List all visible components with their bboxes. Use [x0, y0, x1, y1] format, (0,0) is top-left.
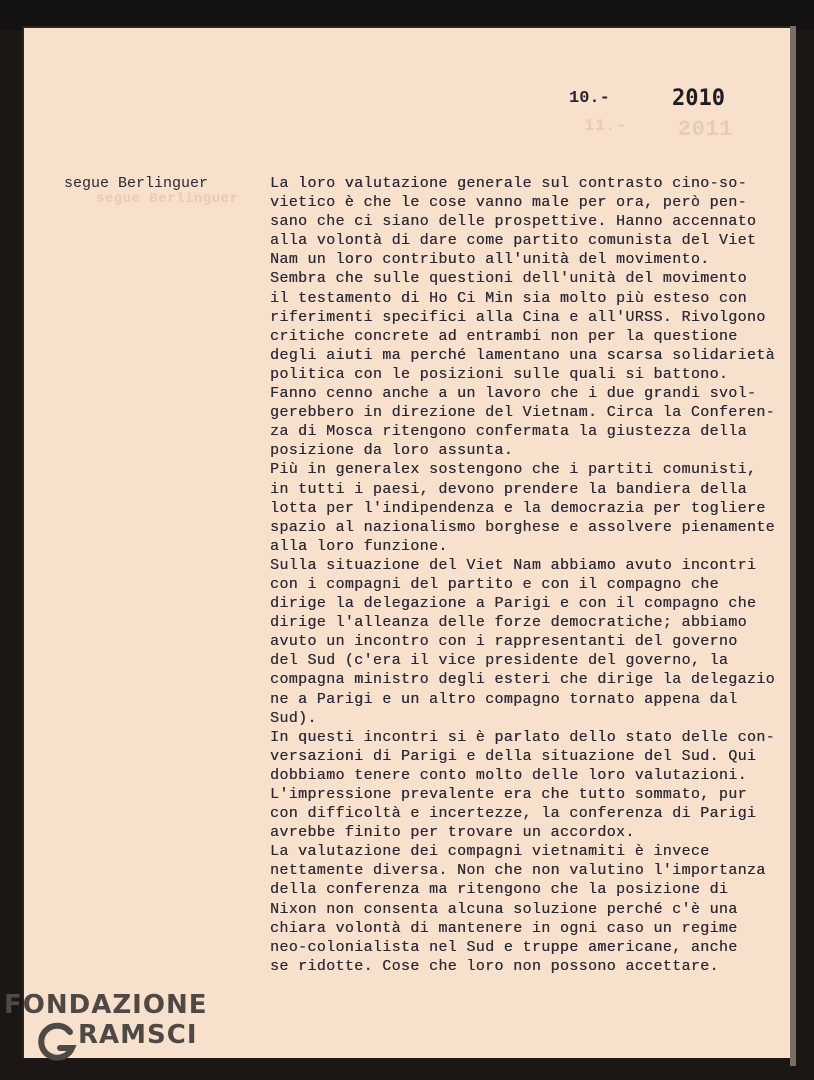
text-line: Nam un loro contributo all'unità del movimento. [270, 251, 710, 269]
text-line: Sud). [270, 709, 317, 727]
text-line: neo-colonialista nel Sud e truppe americane, anche [270, 938, 738, 956]
text-line: alla volontà di dare come partito comunista del Viet [270, 232, 757, 250]
text-line: La valutazione dei compagni vietnamiti è invece [270, 843, 710, 861]
body-text [270, 174, 790, 976]
text-line: Sulla situazione del Viet Nam abbiamo avuto incontri [270, 556, 757, 574]
text-line: nettamente diversa. Non che non valutino l'importanza [270, 862, 766, 880]
text-line: con i compagni del partito e con il compagno che [270, 575, 719, 593]
text-line: In questi incontri si è parlato dello stato delle con- [270, 728, 775, 746]
text-line: gerebbero in direzione del Vietnam. Circa la Conferen- [270, 404, 775, 422]
show-through-page-number: 11.- [584, 117, 627, 136]
text-line: alla loro funzione. [270, 537, 448, 555]
page-edge [790, 26, 796, 1066]
text-line: sano che ci siano delle prospettive. Hanno accennato [270, 213, 757, 231]
archive-number: 2010 [672, 86, 725, 111]
text-line: riferimenti specifici alla Cina e all'URSS. Rivolgono [270, 308, 766, 326]
text-line: in tutti i paesi, devono prendere la bandiera della [270, 480, 747, 498]
text-line: L'impressione prevalente era che tutto sommato, pur [270, 786, 747, 803]
text-line: dirige la delegazione a Parigi e con il compagno che [270, 595, 757, 613]
text-line: La loro valutazione generale sul contrasto cino-so- [270, 175, 747, 192]
text-line: con difficoltà e incertezze, la conferenza di Parigi [270, 805, 757, 823]
text-line: critiche concrete ad entrambi non per la questione [270, 327, 738, 345]
show-through-side-label: segue Berlinguer [96, 191, 239, 207]
text-line: Più in generalex sostengono che i partiti comunisti, [270, 461, 757, 479]
text-line: versazioni di Parigi e della situazione del Sud. Qui [270, 747, 757, 765]
text-line: dobbiamo tenere conto molto delle loro valutazioni. [270, 766, 747, 784]
text-line: della conferenza ma ritengono che la posizione di [270, 881, 729, 899]
watermark-line1: FONDAZIONE [4, 990, 208, 1020]
text-line: spazio al nazionalismo borghese e assolvere pienamente [270, 518, 775, 536]
watermark-line2: RAMSCI [78, 1020, 198, 1050]
text-line: lotta per l'indipendenza e la democrazia per togliere [270, 499, 766, 517]
text-line: ne a Parigi e un altro compagno tornato appena dal [270, 690, 738, 708]
text-line: posizione da loro assunta. [270, 442, 514, 460]
side-label: segue Berlinguer [64, 175, 209, 192]
text-line: degli aiuti ma perché lamentano una scarsa solidarietà [270, 346, 775, 364]
text-line: Fanno cenno anche a un lavoro che i due grandi svol- [270, 385, 757, 403]
archive-watermark [4, 990, 208, 1070]
text-line: politica con le posizioni sulle quali si battono. [270, 365, 729, 383]
text-line: il testamento di Ho Ci Min sia molto più esteso con [270, 289, 747, 307]
text-line: Sembra che sulle questioni dell'unità del movimento [270, 270, 747, 288]
text-line: del Sud (c'era il vice presidente del governo, la [270, 652, 729, 670]
text-line: vietico è che le cose vanno male per ora, però pen- [270, 194, 747, 212]
text-line: chiara volontà di mantenere in ogni caso un regime [270, 919, 738, 937]
watermark-g-logo-icon [34, 1020, 80, 1066]
text-line: compagna ministro degli esteri che dirige la delegazio [270, 671, 775, 689]
text-line: dirige l'alleanza delle forze democratiche; abbiamo [270, 614, 747, 632]
text-line: se ridotte. Cose che loro non possono accettare. [270, 957, 719, 975]
show-through-archive-number: 2011 [678, 117, 733, 142]
page-number: 10.- [569, 89, 610, 108]
text-line: za di Mosca ritengono confermata la giustezza della [270, 423, 747, 441]
text-line: Nixon non consenta alcuna soluzione perché c'è una [270, 900, 738, 918]
text-line: avuto un incontro con i rappresentanti del governo [270, 633, 738, 651]
text-line: avrebbe finito per trovare un accordox. [270, 824, 635, 842]
